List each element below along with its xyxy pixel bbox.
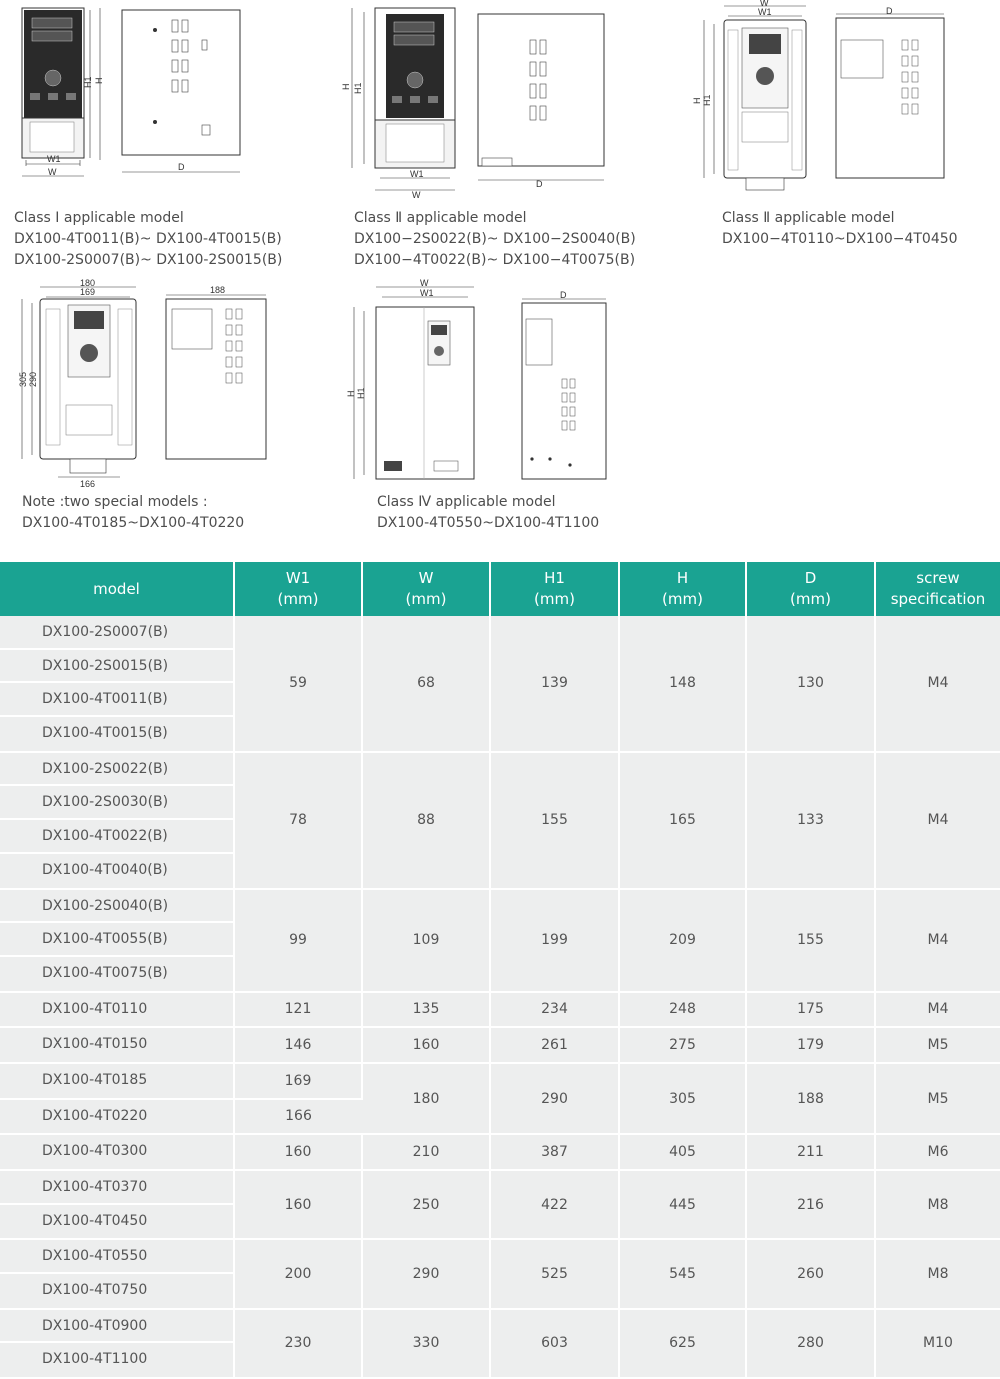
- table-row: [0, 992, 1000, 1028]
- header-model: model: [0, 562, 234, 616]
- header-w1: W1 (mm): [234, 562, 362, 616]
- dim-188: 188: [210, 285, 226, 295]
- screw-cell: M4: [875, 889, 1000, 992]
- w-cell: 88: [362, 752, 490, 889]
- d-cell: 130: [746, 616, 875, 752]
- screw-cell: M8: [875, 1170, 1000, 1239]
- dim-166: 166: [80, 479, 96, 489]
- w1-cell: 160: [234, 1170, 362, 1239]
- header-d: D (mm): [746, 562, 875, 616]
- w-cell: 210: [362, 1134, 490, 1170]
- class2a-caption: [354, 208, 636, 271]
- header-w: W (mm): [362, 562, 490, 616]
- dim-h1: H1: [83, 76, 93, 88]
- h1-cell: 234: [490, 992, 619, 1028]
- w1-cell: 230: [234, 1309, 362, 1378]
- w-cell: 135: [362, 992, 490, 1028]
- dim-d: D: [178, 162, 185, 172]
- model-cell: DX100-4T0370 DX100-4T0450: [0, 1170, 234, 1239]
- dim-w: W: [48, 167, 57, 177]
- table-row: [0, 1309, 1000, 1378]
- dim-h1: H1: [353, 82, 363, 94]
- h-cell: 148: [619, 616, 746, 752]
- caption-models: DX100-2S0007(B)~ DX100-2S0015(B): [14, 252, 283, 268]
- table-row: [0, 1027, 1000, 1063]
- h-cell: 405: [619, 1134, 746, 1170]
- w1-cell: 169: [234, 1063, 362, 1099]
- table-row: [0, 889, 1000, 992]
- d-cell: 133: [746, 752, 875, 889]
- h-cell: 165: [619, 752, 746, 889]
- screw-cell: M10: [875, 1309, 1000, 1378]
- dim-h1: H1: [702, 94, 712, 106]
- dim-w1: W1: [47, 154, 61, 164]
- class4-drawing: [340, 275, 620, 490]
- h-cell: 545: [619, 1239, 746, 1308]
- w1-cell: 146: [234, 1027, 362, 1063]
- model-cell: DX100-4T0110: [0, 992, 234, 1028]
- dim-w1: W1: [420, 288, 434, 298]
- h1-cell: 290: [490, 1063, 619, 1134]
- model-cell: DX100-4T0900 DX100-4T1100: [0, 1309, 234, 1378]
- dim-h: H: [692, 97, 702, 104]
- h1-cell: 422: [490, 1170, 619, 1239]
- d-cell: 188: [746, 1063, 875, 1134]
- caption-models: DX100−4T0022(B)~ DX100−4T0075(B): [354, 252, 636, 268]
- w-cell: 180: [362, 1063, 490, 1134]
- dim-180: 180: [80, 278, 96, 288]
- model-cell: DX100-4T0185: [0, 1063, 234, 1099]
- screw-cell: M4: [875, 752, 1000, 889]
- h1-cell: 155: [490, 752, 619, 889]
- model-cell: DX100-4T0300: [0, 1134, 234, 1170]
- w1-cell: 78: [234, 752, 362, 889]
- w1-cell: 200: [234, 1239, 362, 1308]
- dim-290: 290: [28, 371, 38, 387]
- dim-d: D: [536, 179, 543, 189]
- dim-w: W: [412, 190, 421, 200]
- dim-h: H: [341, 83, 351, 90]
- model-cell: DX100-4T0150: [0, 1027, 234, 1063]
- d-cell: 175: [746, 992, 875, 1028]
- dim-w: W: [420, 278, 429, 288]
- caption-title: Class Ⅱ applicable model: [722, 210, 895, 226]
- h-cell: 248: [619, 992, 746, 1028]
- w1-cell: 121: [234, 992, 362, 1028]
- class2b-caption: [722, 208, 958, 250]
- dim-h: H: [94, 77, 104, 84]
- model-cell: DX100-2S0040(B) DX100-4T0055(B) DX100-4T0075(B): [0, 889, 234, 992]
- header-h: H (mm): [619, 562, 746, 616]
- caption-models: DX100-4T0550~DX100-4T1100: [377, 515, 600, 531]
- dim-h: H: [346, 390, 356, 397]
- h-cell: 305: [619, 1063, 746, 1134]
- caption-models: DX100−2S0022(B)~ DX100−2S0040(B): [354, 231, 636, 247]
- h1-cell: 261: [490, 1027, 619, 1063]
- screw-cell: M5: [875, 1027, 1000, 1063]
- d-cell: 216: [746, 1170, 875, 1239]
- screw-cell: M5: [875, 1063, 1000, 1134]
- dim-w1: W1: [410, 169, 424, 179]
- table-row: [0, 1063, 1000, 1099]
- table-row: [0, 1239, 1000, 1308]
- dim-305: 305: [18, 371, 28, 387]
- class4-caption: [377, 492, 599, 534]
- caption-title: Class Ⅱ applicable model: [354, 210, 527, 226]
- screw-cell: M6: [875, 1134, 1000, 1170]
- class1-drawing: [0, 0, 260, 190]
- dim-169: 169: [80, 287, 96, 297]
- header-screw: screw specification: [875, 562, 1000, 616]
- h-cell: 275: [619, 1027, 746, 1063]
- model-cell: DX100-4T0550 DX100-4T0750: [0, 1239, 234, 1308]
- model-cell: DX100-2S0022(B) DX100-2S0030(B) DX100-4T0022(B) DX100-4T0040(B): [0, 752, 234, 889]
- model-cell: DX100-2S0007(B) DX100-2S0015(B) DX100-4T0011(B) DX100-4T0015(B): [0, 616, 234, 752]
- dim-d: D: [560, 290, 567, 300]
- screw-cell: M4: [875, 992, 1000, 1028]
- caption-title: Class Ⅳ applicable model: [377, 494, 556, 510]
- w1-cell: 99: [234, 889, 362, 992]
- d-cell: 211: [746, 1134, 875, 1170]
- h1-cell: 525: [490, 1239, 619, 1308]
- table-row: [0, 1170, 1000, 1239]
- class2b-drawing: [686, 0, 956, 195]
- h-cell: 445: [619, 1170, 746, 1239]
- w1-cell: 166: [234, 1099, 362, 1135]
- d-cell: 155: [746, 889, 875, 992]
- caption-models: DX100-4T0185~DX100-4T0220: [22, 515, 245, 531]
- dim-h1: H1: [356, 387, 366, 399]
- special-caption: [22, 492, 244, 534]
- dimension-table: [0, 562, 1000, 1379]
- table-row: [0, 1134, 1000, 1170]
- class2a-drawing: [340, 0, 615, 200]
- caption-title: Class Ⅰ applicable model: [14, 210, 184, 226]
- dim-w: W: [760, 0, 769, 8]
- header-h1: H1 (mm): [490, 562, 619, 616]
- w-cell: 160: [362, 1027, 490, 1063]
- dim-w1: W1: [758, 7, 772, 17]
- model-cell: DX100-4T0220: [0, 1099, 234, 1135]
- w-cell: 250: [362, 1170, 490, 1239]
- h1-cell: 139: [490, 616, 619, 752]
- table-header-row: [0, 562, 1000, 616]
- w-cell: 290: [362, 1239, 490, 1308]
- table-row: [0, 752, 1000, 889]
- w1-cell: 160: [234, 1134, 362, 1170]
- h1-cell: 603: [490, 1309, 619, 1378]
- table-row: [0, 616, 1000, 752]
- screw-cell: M8: [875, 1239, 1000, 1308]
- caption-title: Note :two special models :: [22, 494, 208, 510]
- w-cell: 109: [362, 889, 490, 992]
- w-cell: 330: [362, 1309, 490, 1378]
- h1-cell: 387: [490, 1134, 619, 1170]
- h-cell: 209: [619, 889, 746, 992]
- d-cell: 280: [746, 1309, 875, 1378]
- dim-d: D: [886, 6, 893, 16]
- class1-caption: [14, 208, 282, 271]
- w1-cell: 59: [234, 616, 362, 752]
- caption-models: DX100−4T0110~DX100−4T0450: [722, 231, 958, 247]
- w-cell: 68: [362, 616, 490, 752]
- h-cell: 625: [619, 1309, 746, 1378]
- d-cell: 260: [746, 1239, 875, 1308]
- caption-models: DX100-4T0011(B)~ DX100-4T0015(B): [14, 231, 282, 247]
- screw-cell: M4: [875, 616, 1000, 752]
- d-cell: 179: [746, 1027, 875, 1063]
- special-drawing: [0, 275, 280, 490]
- h1-cell: 199: [490, 889, 619, 992]
